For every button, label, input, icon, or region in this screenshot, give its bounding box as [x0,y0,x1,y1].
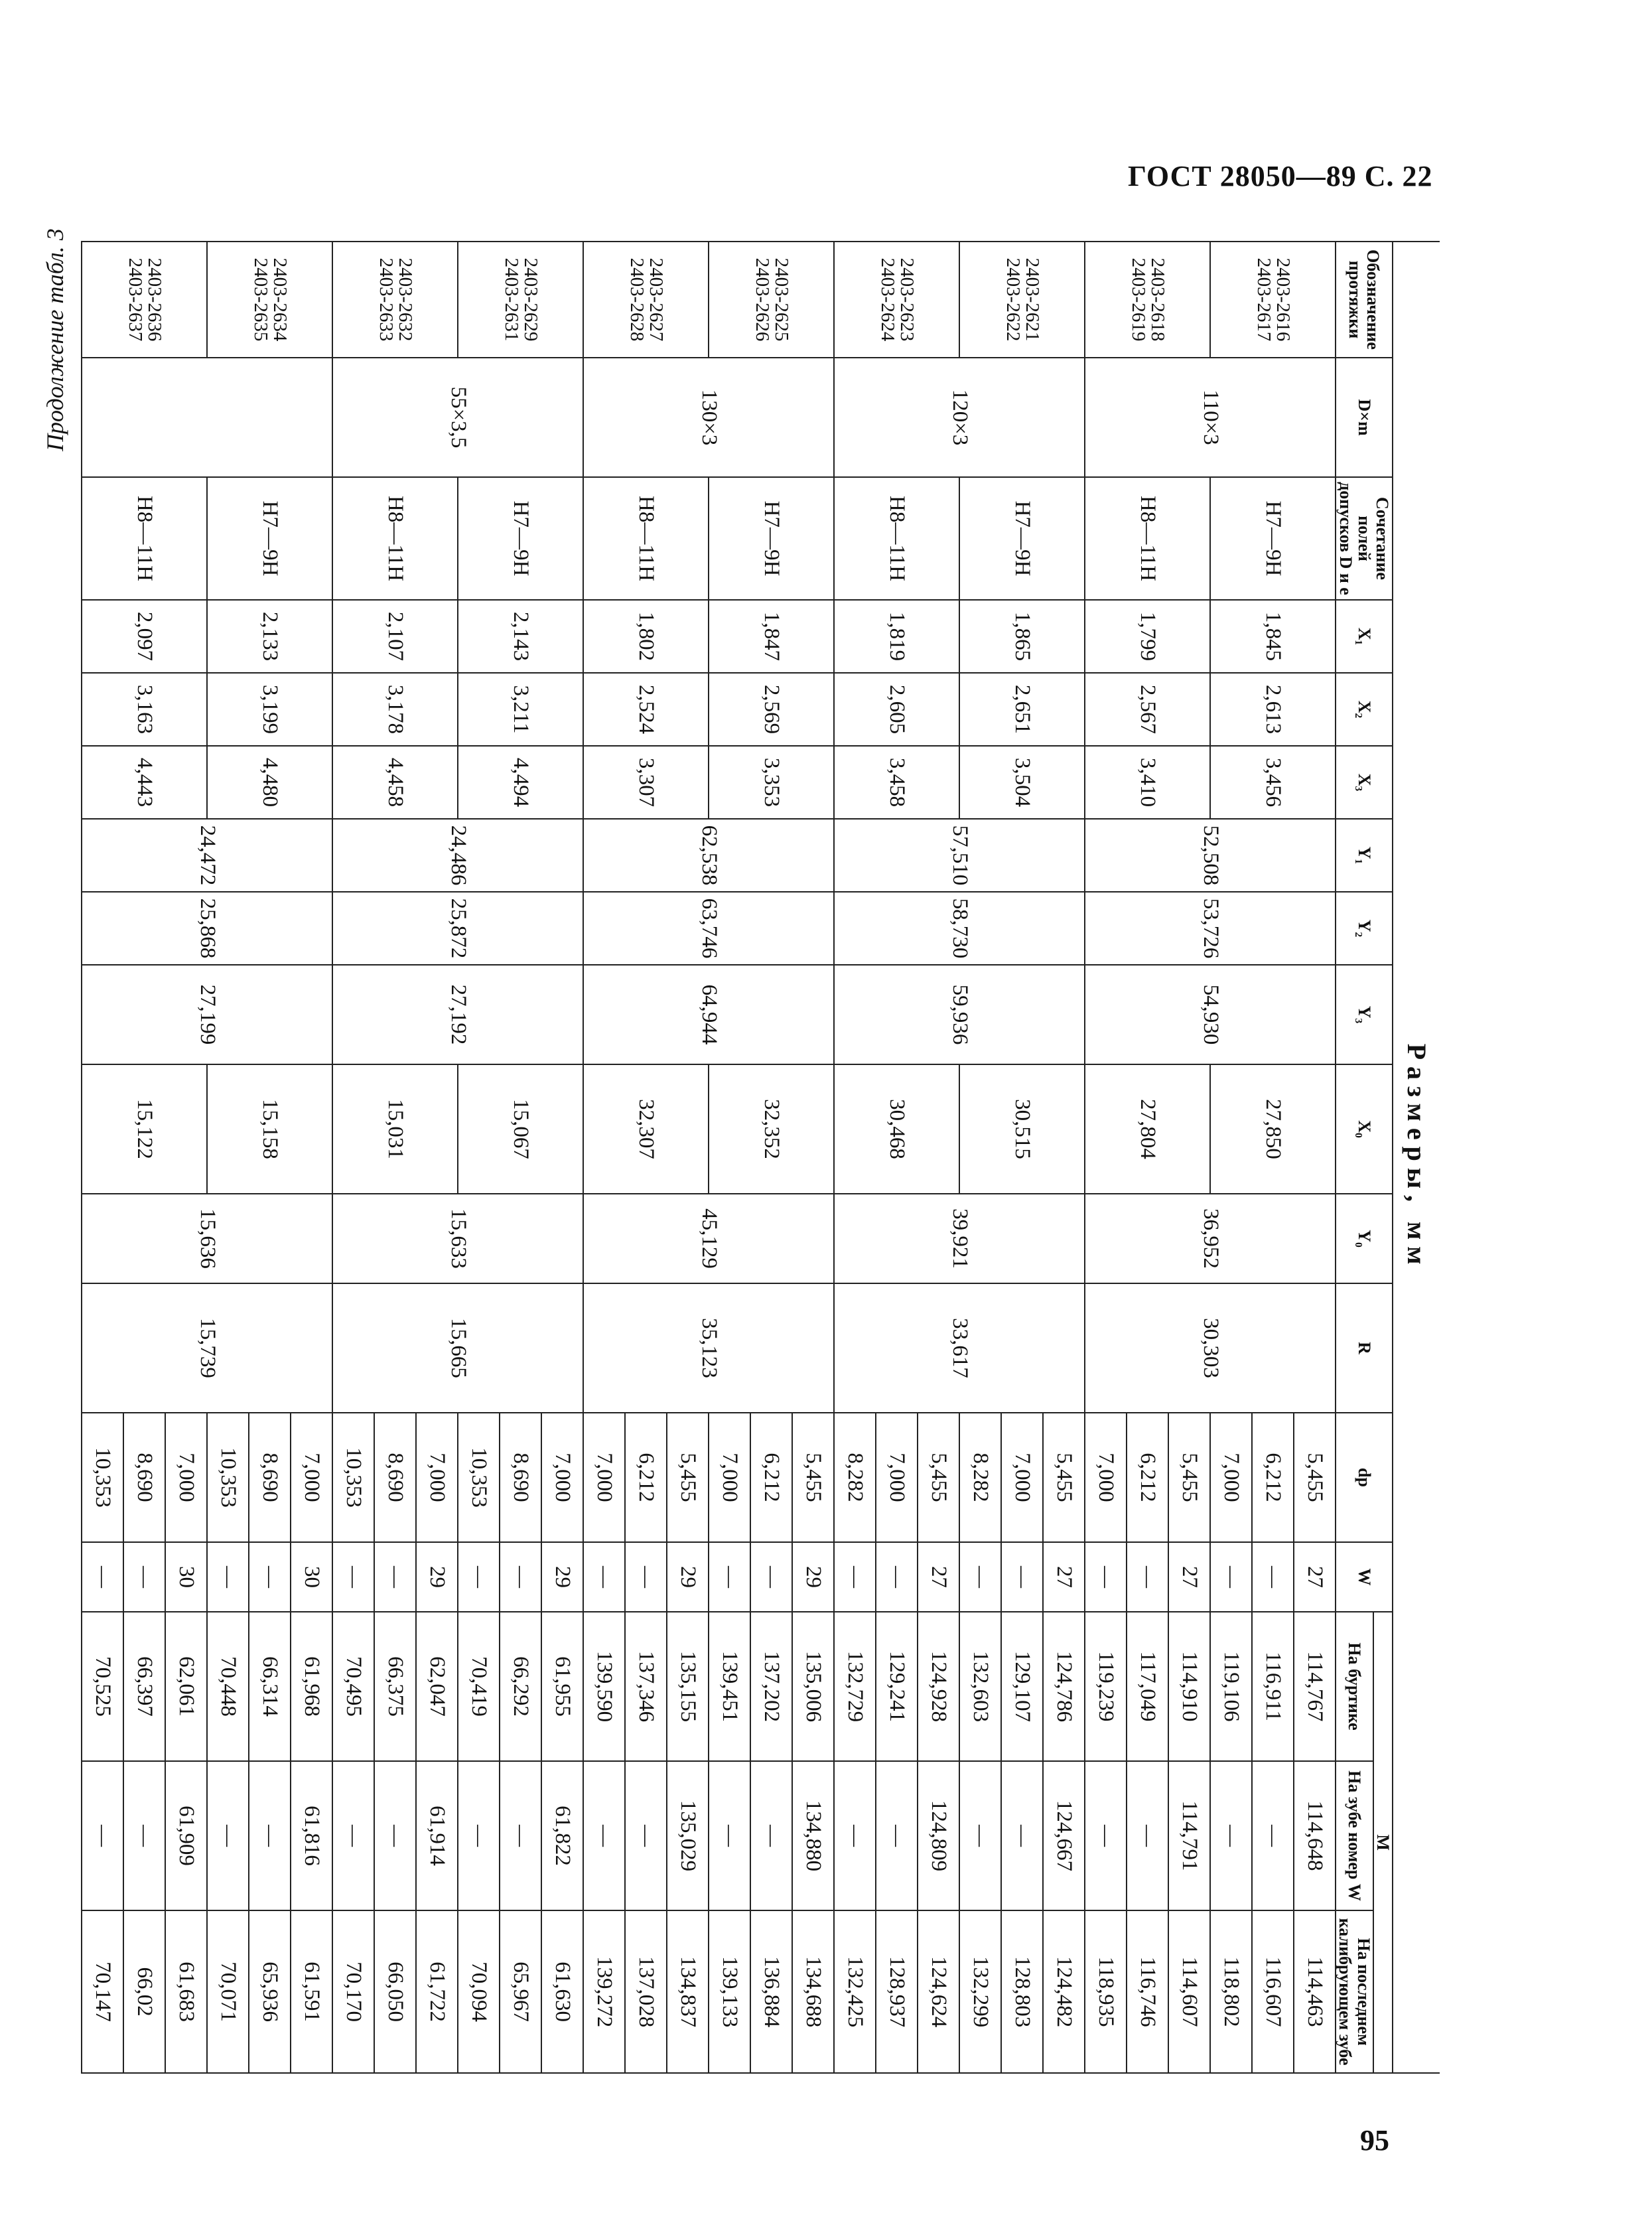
cell-tolerance: H8—11H [332,477,458,600]
cell-m-tooth-w: 61,816 [291,1761,332,1910]
cell-m-last: 136,884 [750,1910,792,2073]
cell-m-last: 132,425 [834,1910,876,2073]
table-caption: Размеры, мм [1393,242,1440,2073]
cell-m-tooth-w: — [583,1761,625,1910]
cell-x0: 15,031 [332,1064,458,1194]
col-dxm: D×m [1336,358,1393,477]
cell-m-tooth-w: — [332,1761,374,1910]
cell-m-collar: 124,928 [918,1612,959,1761]
cell-y3: 27,192 [332,965,583,1064]
cell-r: 30,303 [1085,1283,1336,1413]
cell-m-last: 139,133 [709,1910,750,2073]
cell-tolerance: H7—9H [1210,477,1336,600]
cell-x1: 2,107 [332,600,458,673]
cell-m-tooth-w: 124,667 [1043,1761,1085,1910]
table-body [82,242,1336,2073]
col-r: R [1336,1283,1393,1413]
cell-m-collar: 119,106 [1210,1612,1252,1761]
cell-x1: 1,847 [709,600,834,673]
standard-header: ГОСТ 28050—89 С. 22 [1128,160,1433,192]
cell-x3: 3,307 [583,746,709,819]
cell-r: 33,617 [834,1283,1085,1413]
cell-m-tooth-w: — [82,1761,123,1910]
cell-dp: 6,212 [625,1413,667,1542]
cell-x0: 30,515 [959,1064,1085,1194]
cell-tolerance: H7—9H [207,477,332,600]
designation-line: 2403-2617 [1253,257,1274,342]
cell-w: 29 [541,1542,583,1612]
cell-tolerance: H8—11H [1085,477,1210,600]
designation-line: 2403-2621 [1021,257,1043,342]
col-x3: X₃ [1336,746,1393,819]
cell-m-collar: 70,525 [82,1612,123,1761]
table-row [165,242,207,2073]
cell-dp: 8,690 [123,1413,165,1542]
cell-y0: 36,952 [1085,1194,1336,1283]
cell-m-last: 134,688 [792,1910,834,2073]
cell-m-tooth-w: — [458,1761,500,1910]
cell-tolerance: H7—9H [959,477,1085,600]
cell-m-last: 66,050 [374,1910,416,2073]
cell-m-last: 116,746 [1127,1910,1168,2073]
cell-m-last: 124,482 [1043,1910,1085,2073]
cell-m-collar: 66,397 [123,1612,165,1761]
col-m-group: M [1373,1612,1393,2073]
cell-m-collar: 70,448 [207,1612,249,1761]
cell-dp: 7,000 [1210,1413,1252,1542]
cell-designation [332,242,458,358]
designation-line: 2403-2634 [269,257,291,342]
cell-x3: 3,456 [1210,746,1336,819]
cell-dxm: 110×3 [1085,358,1336,477]
cell-w: 30 [165,1542,207,1612]
cell-dxm: 130×3 [583,358,834,477]
col-y3: Y₃ [1336,965,1393,1064]
cell-w: 30 [291,1542,332,1612]
cell-designation [1085,242,1210,358]
cell-x3: 3,504 [959,746,1085,819]
cell-m-collar: 117,049 [1127,1612,1168,1761]
cell-dp: 7,000 [541,1413,583,1542]
cell-x2: 2,569 [709,673,834,746]
cell-m-last: 61,722 [416,1910,458,2073]
table-row [1168,242,1210,2073]
dimensions-table [81,241,1440,2074]
cell-w: — [1127,1542,1168,1612]
cell-m-collar: 116,911 [1252,1612,1294,1761]
cell-w: — [709,1542,750,1612]
cell-dp: 8,690 [374,1413,416,1542]
cell-m-tooth-w: — [709,1761,750,1910]
cell-y3: 59,936 [834,965,1085,1064]
cell-dp: 10,353 [82,1413,123,1542]
cell-m-collar: 62,061 [165,1612,207,1761]
table-row [1294,242,1336,2073]
designation-line: 2403-2623 [896,257,918,342]
cell-w: — [750,1542,792,1612]
table-continuation-note: Продолжение табл. 3 [42,228,68,451]
cell-m-collar: 114,910 [1168,1612,1210,1761]
cell-m-last: 70,094 [458,1910,500,2073]
col-y2: Y₂ [1336,892,1393,965]
cell-x0: 32,307 [583,1064,709,1194]
cell-x0: 15,122 [82,1064,207,1194]
cell-m-tooth-w: — [959,1761,1001,1910]
cell-w: — [583,1542,625,1612]
cell-x1: 2,097 [82,600,207,673]
col-x2: X₂ [1336,673,1393,746]
cell-m-last: 114,463 [1294,1910,1336,2073]
cell-x2: 3,211 [458,673,583,746]
table-row [667,242,709,2073]
cell-dp: 8,690 [249,1413,291,1542]
cell-tolerance: H8—11H [834,477,959,600]
cell-y0: 15,636 [82,1194,332,1283]
cell-designation [959,242,1085,358]
table-row [792,242,834,2073]
cell-m-last: 118,935 [1085,1910,1127,2073]
cell-m-tooth-w: 114,791 [1168,1761,1210,1910]
cell-x2: 2,605 [834,673,959,746]
cell-m-tooth-w: — [1085,1761,1127,1910]
cell-m-last: 70,071 [207,1910,249,2073]
cell-m-tooth-w: 114,648 [1294,1761,1336,1910]
cell-y1: 24,472 [82,819,332,892]
cell-m-last: 124,624 [918,1910,959,2073]
col-x1: X₁ [1336,600,1393,673]
cell-x2: 3,199 [207,673,332,746]
cell-w: — [1085,1542,1127,1612]
cell-m-last: 134,837 [667,1910,709,2073]
cell-x0: 27,850 [1210,1064,1336,1194]
cell-y2: 58,730 [834,892,1085,965]
cell-x3: 3,353 [709,746,834,819]
cell-m-collar: 129,241 [876,1612,918,1761]
cell-w: 29 [667,1542,709,1612]
page-number: 95 [1360,2124,1389,2157]
cell-dp: 5,455 [792,1413,834,1542]
cell-x1: 1,865 [959,600,1085,673]
cell-w: — [1001,1542,1043,1612]
cell-x2: 2,651 [959,673,1085,746]
cell-m-last: 61,683 [165,1910,207,2073]
col-tolerance: Сочетание полей допусков D и e [1336,477,1393,600]
cell-y0: 39,921 [834,1194,1085,1283]
cell-x1: 1,819 [834,600,959,673]
designation-line: 2403-2632 [394,257,416,342]
cell-y2: 25,868 [82,892,332,965]
table-row [918,242,959,2073]
cell-dp: 5,455 [918,1413,959,1542]
cell-x0: 27,804 [1085,1064,1210,1194]
table-row [416,242,458,2073]
cell-w: — [123,1542,165,1612]
cell-r: 15,665 [332,1283,583,1413]
cell-x1: 1,799 [1085,600,1210,673]
cell-m-last: 61,630 [541,1910,583,2073]
designation-line: 2403-2637 [124,257,146,342]
cell-dp: 6,212 [1252,1413,1294,1542]
cell-y1: 52,508 [1085,819,1336,892]
col-m-tooth-w: На зубе номер W [1336,1761,1373,1910]
cell-x2: 3,163 [82,673,207,746]
cell-dp: 7,000 [1085,1413,1127,1542]
cell-w: — [625,1542,667,1612]
cell-dxm: 55×3,5 [332,358,583,477]
cell-m-tooth-w: — [1210,1761,1252,1910]
cell-w: — [1210,1542,1252,1612]
cell-designation [458,242,583,358]
cell-designation [709,242,834,358]
cell-m-last: 70,147 [82,1910,123,2073]
cell-w: — [1252,1542,1294,1612]
cell-m-last: 61,591 [291,1910,332,2073]
designation-line: 2403-2619 [1127,257,1149,342]
cell-m-collar: 114,767 [1294,1612,1336,1761]
cell-m-tooth-w: 61,914 [416,1761,458,1910]
cell-dp: 8,282 [959,1413,1001,1542]
cell-designation [207,242,332,358]
cell-m-last: 137,028 [625,1910,667,2073]
cell-x0: 30,468 [834,1064,959,1194]
cell-m-tooth-w: — [249,1761,291,1910]
cell-dp: 5,455 [1043,1413,1085,1542]
cell-w: — [332,1542,374,1612]
col-y1: Y₁ [1336,819,1393,892]
cell-m-tooth-w: — [876,1761,918,1910]
cell-y3: 64,944 [583,965,834,1064]
cell-m-collar: 137,346 [625,1612,667,1761]
cell-m-tooth-w: — [834,1761,876,1910]
designation-line: 2403-2624 [876,257,898,342]
cell-x2: 2,524 [583,673,709,746]
designation-line: 2403-2633 [375,257,397,342]
table-row [291,242,332,2073]
cell-m-collar: 135,006 [792,1612,834,1761]
cell-x3: 4,458 [332,746,458,819]
cell-m-tooth-w: — [374,1761,416,1910]
cell-m-tooth-w: — [500,1761,541,1910]
cell-designation [834,242,959,358]
cell-dp: 6,212 [1127,1413,1168,1542]
cell-m-collar: 135,155 [667,1612,709,1761]
cell-m-tooth-w: 124,809 [918,1761,959,1910]
cell-m-tooth-w: 134,880 [792,1761,834,1910]
cell-w: 27 [1043,1542,1085,1612]
cell-x3: 4,494 [458,746,583,819]
col-y0: Y₀ [1336,1194,1393,1283]
cell-dp: 8,282 [834,1413,876,1542]
designation-line: 2403-2628 [626,257,648,342]
cell-x0: 32,352 [709,1064,834,1194]
cell-dp: 7,000 [416,1413,458,1542]
cell-tolerance: H7—9H [709,477,834,600]
cell-w: 27 [1294,1542,1336,1612]
cell-m-tooth-w: — [123,1761,165,1910]
cell-x2: 2,613 [1210,673,1336,746]
cell-x0: 15,067 [458,1064,583,1194]
cell-dp: 10,353 [207,1413,249,1542]
cell-x1: 1,802 [583,600,709,673]
cell-w: 27 [918,1542,959,1612]
cell-m-tooth-w: 61,822 [541,1761,583,1910]
rotated-table-wrapper [93,241,1440,2072]
cell-m-last: 116,607 [1252,1910,1294,2073]
cell-dp: 5,455 [1168,1413,1210,1542]
cell-m-collar: 139,590 [583,1612,625,1761]
cell-m-last: 66,02 [123,1910,165,2073]
cell-r: 35,123 [583,1283,834,1413]
cell-m-tooth-w: — [1001,1761,1043,1910]
col-m-last: На последнем калибрующем зубе [1336,1910,1373,2073]
cell-x1: 2,143 [458,600,583,673]
cell-y0: 15,633 [332,1194,583,1283]
cell-dp: 7,000 [876,1413,918,1542]
cell-y3: 27,199 [82,965,332,1064]
cell-w: — [207,1542,249,1612]
cell-w: — [959,1542,1001,1612]
cell-dp: 10,353 [458,1413,500,1542]
designation-line: 2403-2616 [1272,257,1294,342]
cell-m-last: 65,936 [249,1910,291,2073]
designation-line: 2403-2629 [519,257,541,342]
cell-m-tooth-w: — [625,1761,667,1910]
cell-y2: 53,726 [1085,892,1336,965]
col-dp: dр [1336,1413,1393,1542]
cell-m-tooth-w: — [207,1761,249,1910]
cell-m-collar: 66,314 [249,1612,291,1761]
cell-dp: 5,455 [667,1413,709,1542]
cell-x0: 15,158 [207,1064,332,1194]
cell-designation [1210,242,1336,358]
cell-m-last: 128,803 [1001,1910,1043,2073]
cell-r: 15,739 [82,1283,332,1413]
cell-m-collar: 139,451 [709,1612,750,1761]
cell-designation [82,242,207,358]
cell-x3: 3,458 [834,746,959,819]
cell-x3: 4,480 [207,746,332,819]
cell-w: — [458,1542,500,1612]
cell-m-last: 128,937 [876,1910,918,2073]
cell-m-last: 65,967 [500,1910,541,2073]
cell-y1: 57,510 [834,819,1085,892]
cell-m-collar: 137,202 [750,1612,792,1761]
cell-dp: 7,000 [583,1413,625,1542]
cell-x3: 4,443 [82,746,207,819]
cell-dp: 7,000 [165,1413,207,1542]
cell-x2: 2,567 [1085,673,1210,746]
cell-m-collar: 61,955 [541,1612,583,1761]
cell-dp: 10,353 [332,1413,374,1542]
cell-m-collar: 124,786 [1043,1612,1085,1761]
cell-tolerance: H8—11H [583,477,709,600]
cell-m-collar: 132,729 [834,1612,876,1761]
cell-m-collar: 119,239 [1085,1612,1127,1761]
cell-y1: 24,486 [332,819,583,892]
cell-y3: 54,930 [1085,965,1336,1064]
designation-line: 2403-2618 [1146,257,1168,342]
cell-y1: 62,538 [583,819,834,892]
cell-w: — [374,1542,416,1612]
designation-line: 2403-2625 [770,257,792,342]
cell-designation [583,242,709,358]
cell-w: — [876,1542,918,1612]
cell-m-collar: 66,375 [374,1612,416,1761]
cell-tolerance: H7—9H [458,477,583,600]
cell-dxm [82,358,332,477]
cell-m-tooth-w: — [1252,1761,1294,1910]
col-w: W [1336,1542,1393,1612]
table-row [541,242,583,2073]
designation-line: 2403-2631 [500,257,522,342]
cell-m-last: 118,802 [1210,1910,1252,2073]
cell-m-last: 139,272 [583,1910,625,2073]
cell-m-collar: 70,419 [458,1612,500,1761]
cell-tolerance: H8—11H [82,477,207,600]
cell-m-collar: 66,292 [500,1612,541,1761]
cell-dp: 8,690 [500,1413,541,1542]
cell-m-tooth-w: — [1127,1761,1168,1910]
cell-x3: 3,410 [1085,746,1210,819]
cell-m-collar: 70,495 [332,1612,374,1761]
cell-dp: 5,455 [1294,1413,1336,1542]
cell-m-tooth-w: 61,909 [165,1761,207,1910]
cell-m-last: 132,299 [959,1910,1001,2073]
cell-dxm: 120×3 [834,358,1085,477]
table-row [1043,242,1085,2073]
cell-w: — [249,1542,291,1612]
cell-y0: 45,129 [583,1194,834,1283]
cell-w: — [82,1542,123,1612]
cell-m-last: 70,170 [332,1910,374,2073]
cell-m-tooth-w: — [750,1761,792,1910]
cell-w: — [500,1542,541,1612]
cell-dp: 7,000 [709,1413,750,1542]
cell-m-tooth-w: 135,029 [667,1761,709,1910]
cell-m-last: 114,607 [1168,1910,1210,2073]
designation-line: 2403-2635 [249,257,271,342]
cell-m-collar: 62,047 [416,1612,458,1761]
cell-m-collar: 61,968 [291,1612,332,1761]
cell-x2: 3,178 [332,673,458,746]
cell-w: 27 [1168,1542,1210,1612]
cell-dp: 7,000 [1001,1413,1043,1542]
col-designation: Обозначение протяжки [1336,242,1393,358]
cell-w: — [834,1542,876,1612]
cell-w: 29 [792,1542,834,1612]
cell-dp: 7,000 [291,1413,332,1542]
col-x0: X₀ [1336,1064,1393,1194]
designation-line: 2403-2626 [751,257,773,342]
cell-m-collar: 132,603 [959,1612,1001,1761]
col-m-collar: На буртике [1336,1612,1373,1761]
designation-line: 2403-2627 [645,257,667,342]
cell-y2: 63,746 [583,892,834,965]
cell-m-collar: 129,107 [1001,1612,1043,1761]
designation-line: 2403-2636 [143,257,165,342]
cell-x1: 2,133 [207,600,332,673]
cell-dp: 6,212 [750,1413,792,1542]
cell-x1: 1,845 [1210,600,1336,673]
cell-w: 29 [416,1542,458,1612]
cell-y2: 25,872 [332,892,583,965]
designation-line: 2403-2622 [1002,257,1024,342]
